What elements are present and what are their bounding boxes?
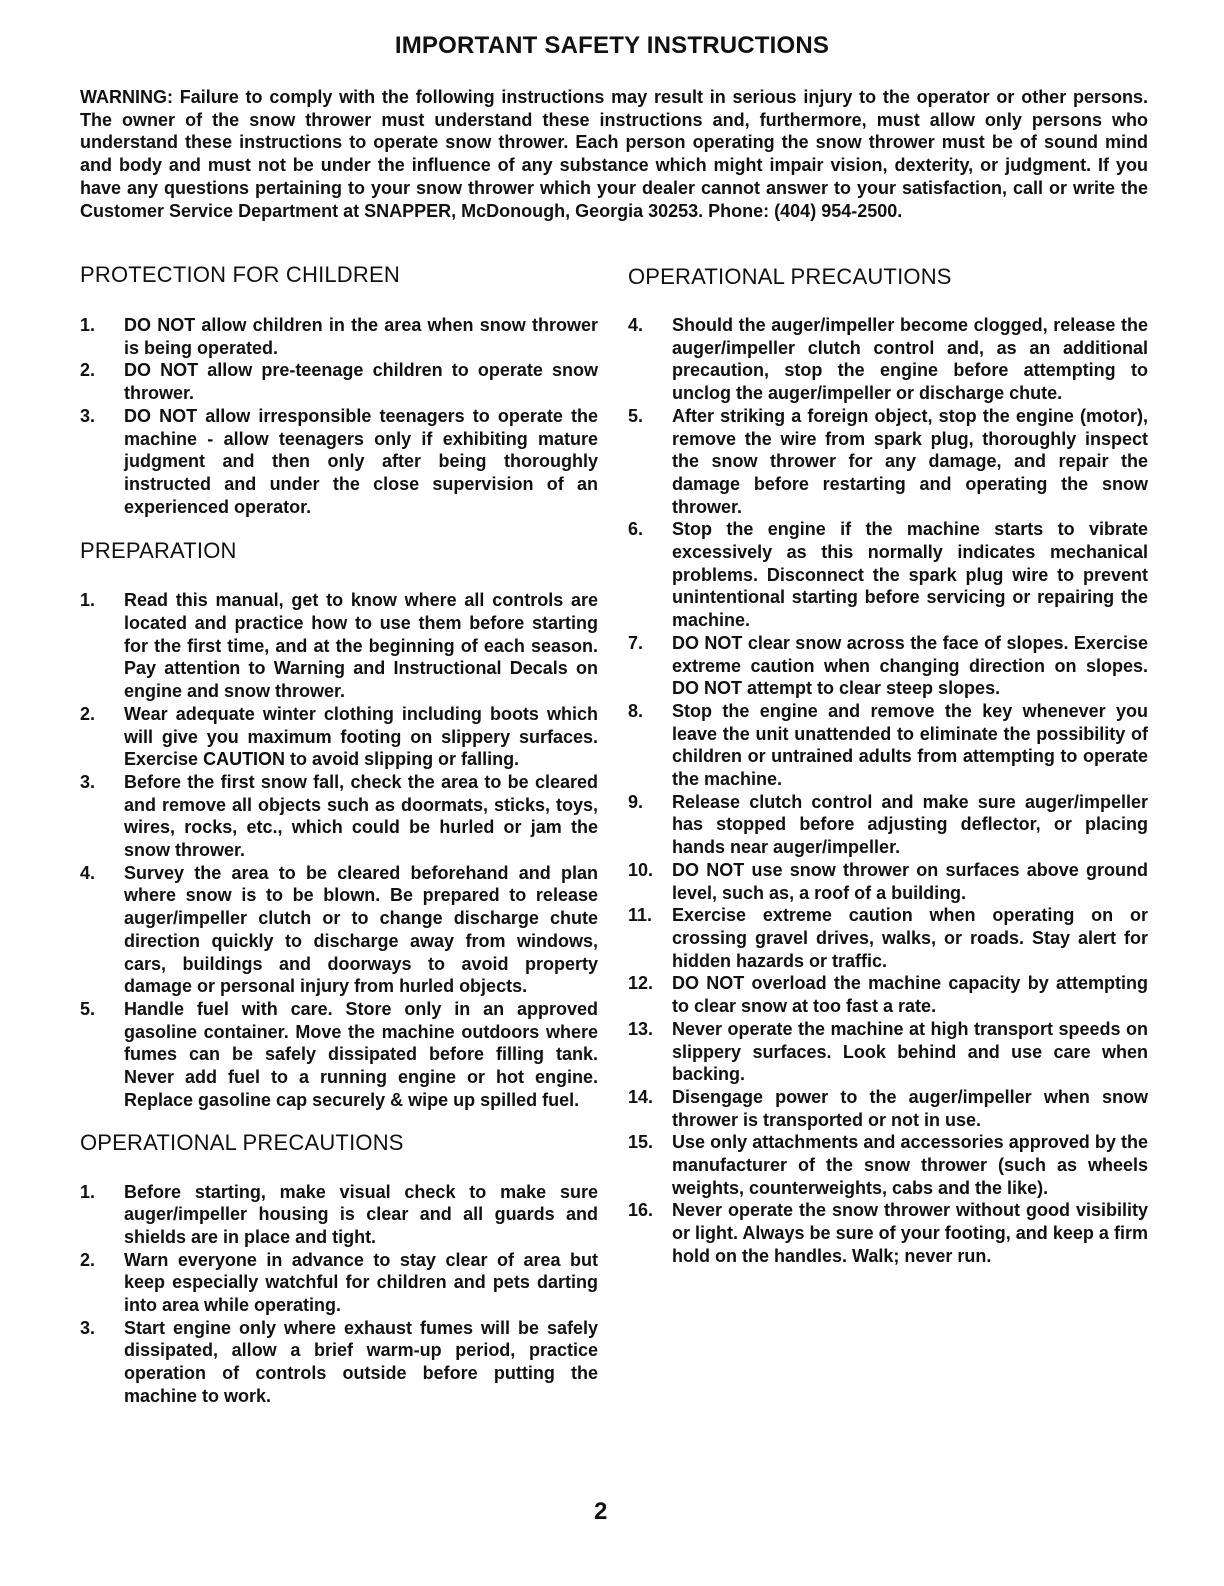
item-text: Never operate the machine at high transport speeds on slippery surfaces. Look behind and use care when backing. (672, 1018, 1148, 1085)
item-text: Read this manual, get to know where all controls are located and practice how to use them before starting for the first time, and at the beginning of each season. Pay attention to Warning and Instructional Decals on engine and snow thrower. (124, 590, 598, 702)
section-operational-precautions-continued (628, 264, 1148, 1268)
instruction-item (80, 998, 598, 1112)
item-text: Stop the engine and remove the key whenever you leave the unit unattended to eliminate the possibility of children or untrained adults from attempting to operate the machine. (672, 700, 1148, 790)
section-heading: OPERATIONAL PRECAUTIONS (80, 1129, 404, 1155)
item-number: 2. (80, 703, 96, 724)
item-text: After striking a foreign object, stop the engine (motor), remove the wire from spark plug, thoroughly inspect the snow thrower for any damage, and repair the damage before restarting and operating the snow thrower. (672, 405, 1148, 517)
instruction-item (628, 1131, 1148, 1199)
section-heading: PROTECTION FOR CHILDREN (80, 262, 400, 287)
instruction-item (80, 703, 598, 771)
instruction-item (80, 314, 598, 359)
item-text: DO NOT overload the machine capacity by attempting to clear snow at too fast a rate. (672, 973, 1148, 1017)
item-number: 1. (80, 315, 96, 335)
instruction-item (80, 1181, 598, 1249)
instruction-item (80, 1249, 598, 1317)
item-text: Start engine only where exhaust fumes will be safely dissipated, allow a brief warm-up period, practice operation of controls outside before putting the machine to work. (124, 1317, 598, 1406)
instruction-list (80, 1181, 598, 1408)
item-text: Survey the area to be cleared beforehand and plan where snow is to be blown. Be prepared to release auger/impeller clutch or to change discharge chute direction quickly to discharge away from windows, cars, buildings and doorways to avoid property damage or personal injury from hurled objects. (124, 862, 598, 997)
instruction-item (628, 700, 1148, 791)
item-text: DO NOT allow pre-teenage children to operate snow thrower. (124, 360, 598, 404)
item-number: 3. (80, 1317, 96, 1338)
instruction-item (628, 632, 1148, 700)
instruction-item (80, 862, 598, 998)
item-text: Never operate the snow thrower without good visibility or light. Always be sure of your footing, and keep a firm hold on the handles. Walk; never run. (672, 1200, 1148, 1266)
item-number: 15. (628, 1132, 654, 1153)
instruction-item (628, 1086, 1148, 1131)
item-number: 7. (628, 632, 644, 653)
page-number: 2 (594, 1498, 608, 1525)
item-number: 6. (628, 519, 644, 540)
instruction-item (628, 972, 1148, 1017)
left-column (80, 262, 598, 1408)
item-text: DO NOT allow irresponsible teenagers to operate the machine - allow teenagers only if exhibiting mature judgment and then only after being thoroughly instructed and under the close supervision of an experienced operator. (124, 405, 598, 517)
item-number: 12. (628, 973, 654, 994)
item-text: DO NOT allow children in the area when snow thrower is being operated. (124, 315, 598, 358)
instruction-item (628, 859, 1148, 904)
item-text: Warn everyone in advance to stay clear of area but keep especially watchful for children and pets darting into area while operating. (124, 1249, 598, 1316)
item-text: DO NOT use snow thrower on surfaces above ground level, such as, a roof of a building. (672, 859, 1148, 903)
item-number: 3. (80, 405, 96, 426)
instruction-item (80, 589, 598, 703)
item-text: Exercise extreme caution when operating on or crossing gravel drives, walks, or roads. Stay alert for hidden hazards or traffic. (672, 905, 1148, 971)
right-column (628, 262, 1148, 1268)
item-number: 2. (80, 1249, 96, 1270)
item-number: 3. (80, 771, 96, 792)
item-number: 16. (628, 1200, 654, 1221)
instruction-item (80, 359, 598, 404)
section-heading: PREPARATION (80, 538, 237, 564)
item-text: Wear adequate winter clothing including boots which will give you maximum footing on slippery surfaces. Exercise CAUTION to avoid slipping or falling. (124, 703, 598, 770)
instruction-item (628, 1199, 1148, 1267)
item-text: Before the first snow fall, check the area to be cleared and remove all objects such as doormats, sticks, toys, wires, rocks, etc., which could be hurled or jam the snow thrower. (124, 771, 598, 861)
item-text: DO NOT clear snow across the face of slopes. Exercise extreme caution when changing direction on slopes. DO NOT attempt to clear steep slopes. (672, 632, 1148, 699)
instruction-item (80, 405, 598, 519)
item-text: Disengage power to the auger/impeller when snow thrower is transported or not in use. (672, 1086, 1148, 1130)
item-number: 10. (628, 859, 654, 880)
instruction-item (80, 771, 598, 862)
item-number: 4. (628, 315, 644, 335)
item-text: Before starting, make visual check to make sure auger/impeller housing is clear and all guards and shields are in place and tight. (124, 1181, 598, 1247)
item-number: 13. (628, 1018, 654, 1039)
item-number: 2. (80, 360, 96, 381)
item-text: Handle fuel with care. Store only in an approved gasoline container. Move the machine outdoors where fumes can be safely dissipated before filling tank. Never add fuel to a running engine or hot engine. Replace gasoline cap securely & wipe up spilled fuel. (124, 998, 598, 1110)
section-operational-precautions (80, 1130, 598, 1408)
item-number: 5. (80, 998, 96, 1019)
instruction-item (628, 405, 1148, 519)
item-number: 1. (80, 1181, 96, 1202)
instruction-list (80, 314, 598, 518)
instruction-item (628, 791, 1148, 859)
instruction-item (628, 904, 1148, 972)
item-text: Stop the engine if the machine starts to vibrate excessively as this normally indicates mechanical problems. Disconnect the spark plug wire to prevent unintentional starting before servicing or repairing the machine. (672, 519, 1148, 631)
warning-paragraph: WARNING: Failure to comply with the following instructions may result in serious injury to the operator or other persons. The owner of the snow thrower must understand these instructions and, furthermore, must allow only persons who understand these instructions to operate snow thrower. Each person operating the snow thrower must be of sound mind and body and must not be under the influence of any substance which might impair vision, dexterity, or judgment. If you have any questions pertaining to your snow thrower which your dealer cannot answer to your satisfaction, call or write the Customer Service Department at SNAPPER, McDonough, Georgia 30253. Phone: (404) 954-2500. (80, 87, 1148, 221)
item-number: 1. (80, 590, 96, 611)
instruction-list (628, 314, 1148, 1268)
item-number: 14. (628, 1086, 654, 1107)
instruction-item (628, 1018, 1148, 1086)
section-heading: OPERATIONAL PRECAUTIONS (628, 264, 952, 289)
instruction-list (80, 589, 598, 1111)
page-title: IMPORTANT SAFETY INSTRUCTIONS (394, 32, 830, 59)
item-number: 8. (628, 700, 644, 721)
instruction-item (80, 1317, 598, 1408)
instruction-item (628, 314, 1148, 405)
item-text: Release clutch control and make sure auger/impeller has stopped before adjusting deflector, or placing hands near auger/impeller. (672, 791, 1148, 858)
item-text: Should the auger/impeller become clogged, release the auger/impeller clutch control and, as an additional precaution, stop the engine before attempting to unclog the auger/impeller or discharge chute. (672, 315, 1148, 404)
item-text: Use only attachments and accessories approved by the manufacturer of the snow thrower (such as wheels weights, counterweights, cabs and the like). (672, 1132, 1148, 1198)
item-number: 5. (628, 405, 644, 426)
section-preparation (80, 538, 598, 1111)
instruction-item (628, 518, 1148, 632)
item-number: 11. (628, 905, 653, 926)
section-protection-for-children (80, 262, 598, 518)
item-number: 9. (628, 791, 644, 812)
item-number: 4. (80, 862, 96, 883)
